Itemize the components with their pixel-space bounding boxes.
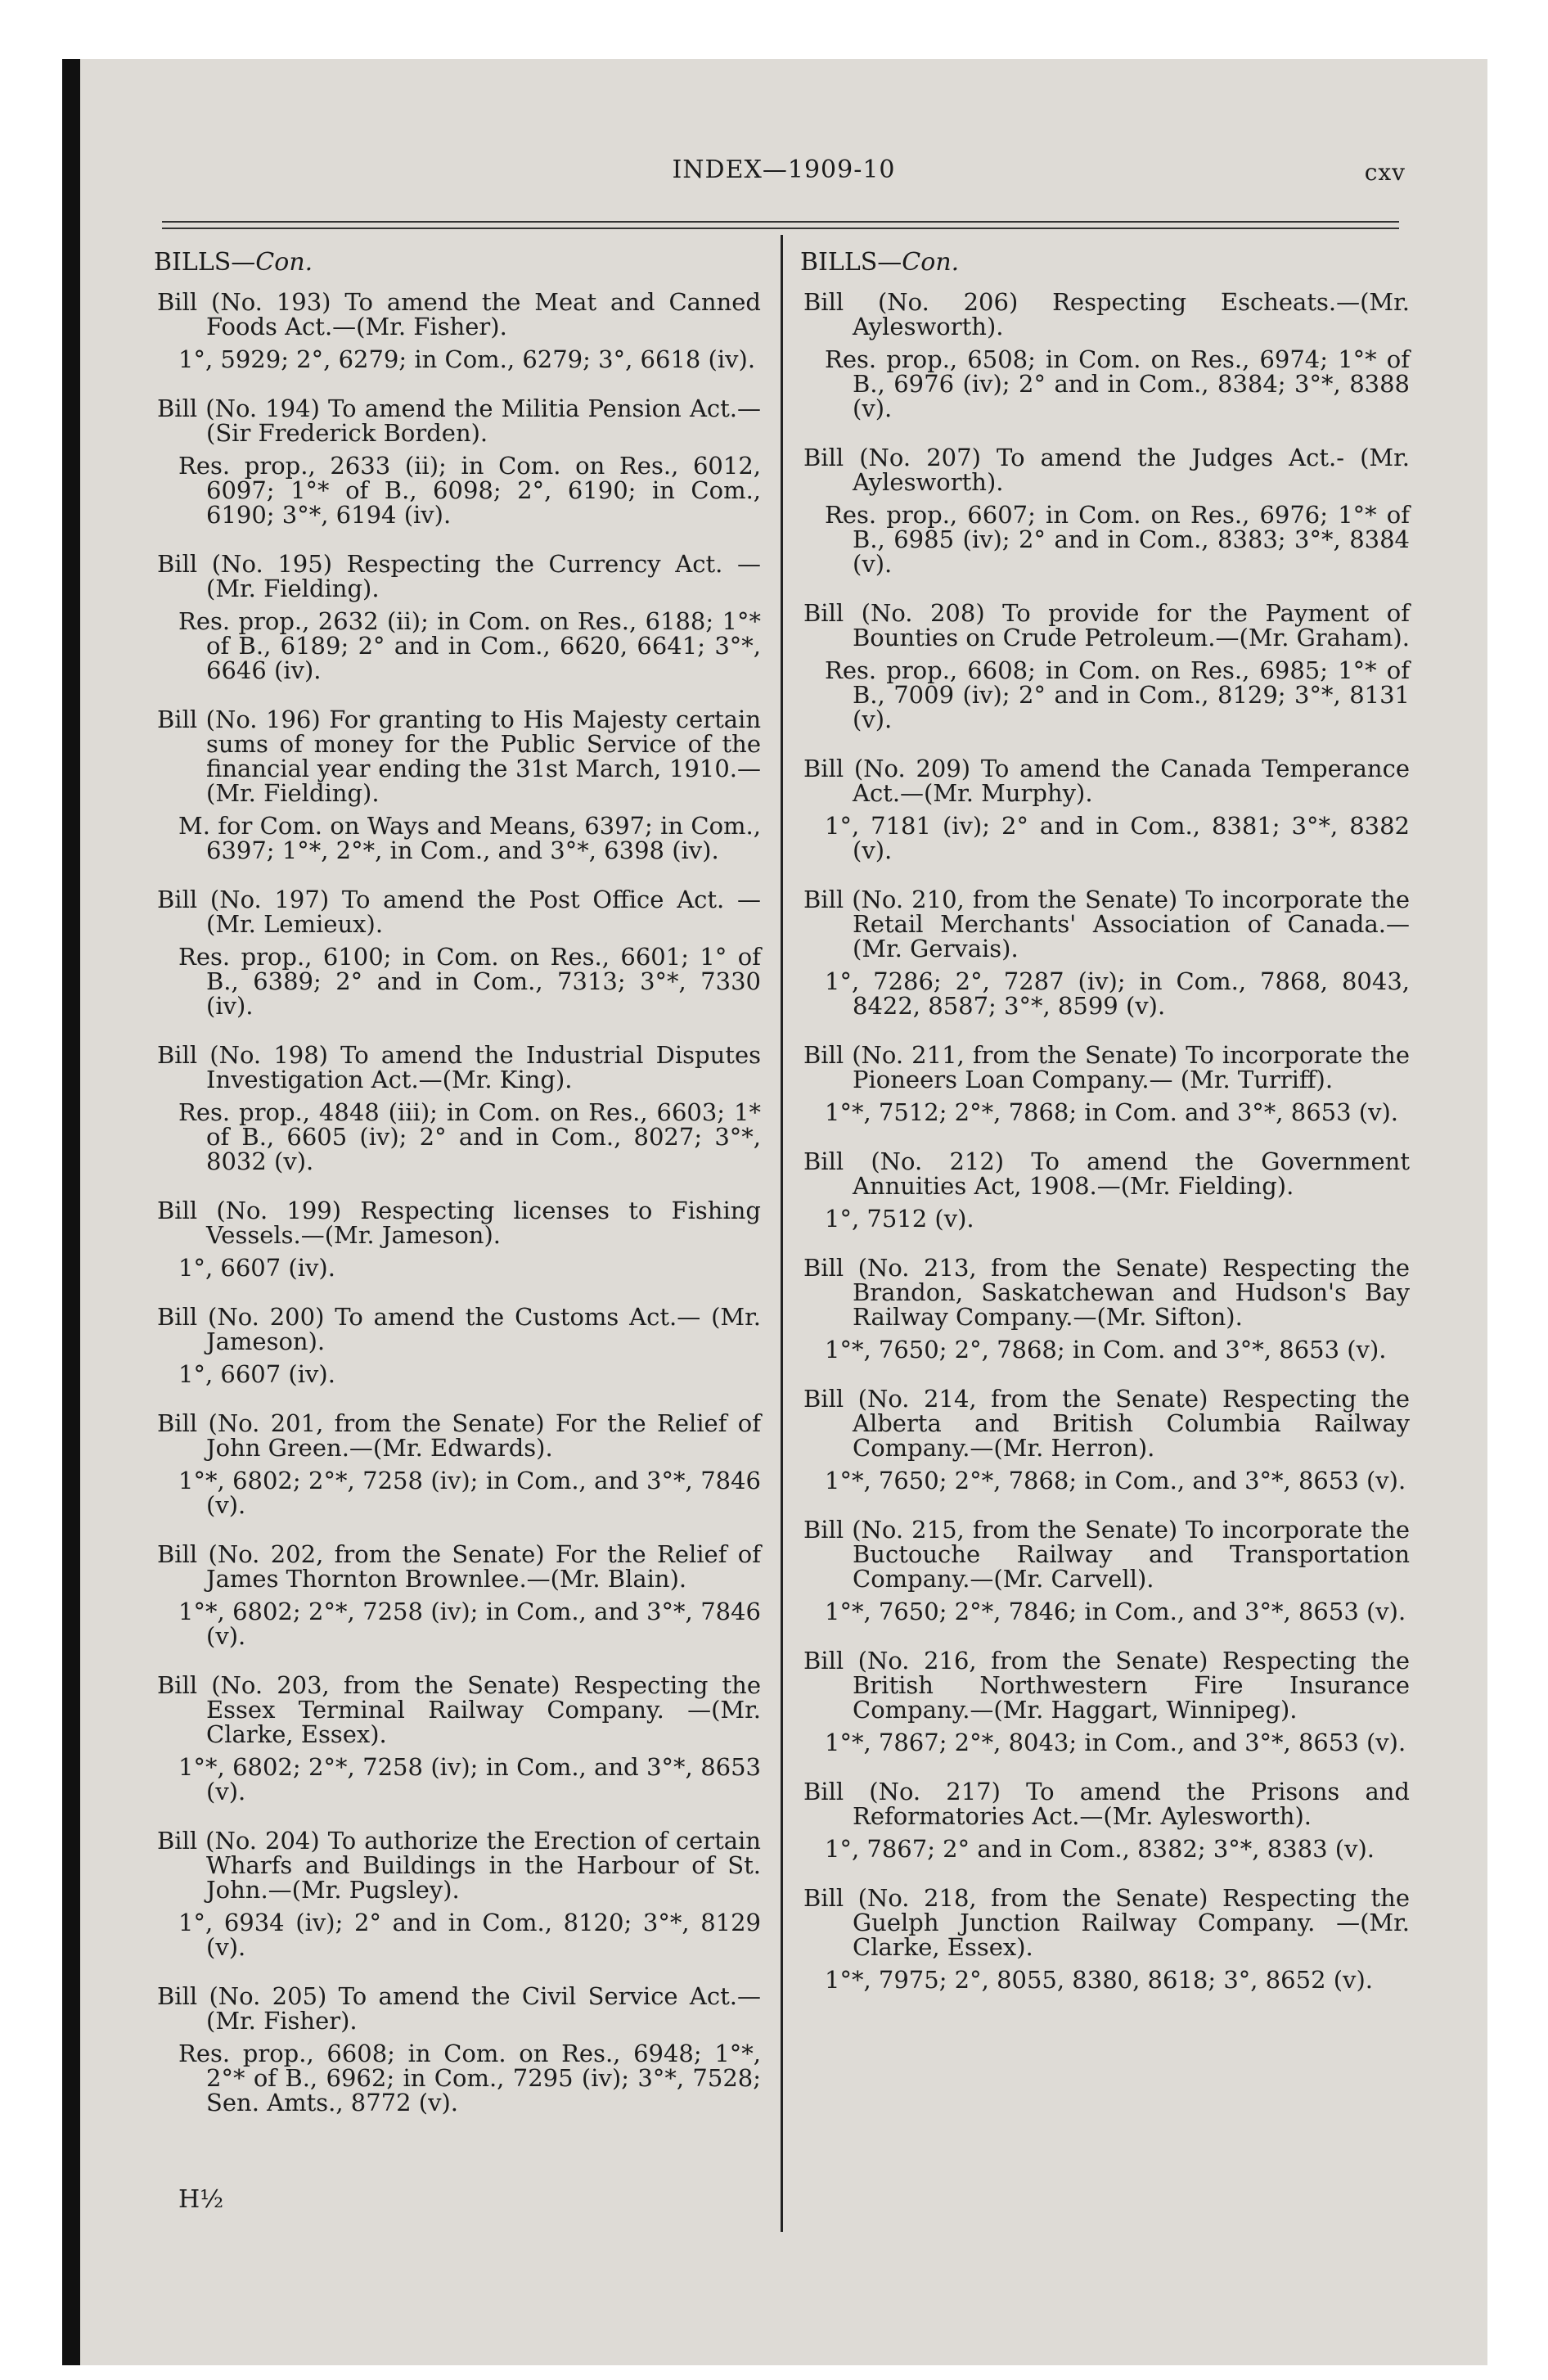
bill-proceedings: 1°, 6607 (iv). xyxy=(178,1254,335,1282)
bill-title: Bill (No. 204) To authorize the Erection of certain Wharfs and Buildings in the Harbour of St. John.—(Mr. Pugsley). xyxy=(157,1827,761,1904)
entry-list xyxy=(154,290,761,2115)
bill-entry xyxy=(154,552,761,683)
bill-title: Bill (No. 203, from the Senate) Respecting the Essex Terminal Railway Company. —(Mr. Clarke, Essex). xyxy=(157,1671,761,1748)
bill-entry xyxy=(154,1198,761,1280)
bill-title: Bill (No. 213, from the Senate) Respecting the Brandon, Saskatchewan and Hudson's Bay Railway Company.—(Mr. Sifton). xyxy=(803,1254,1410,1331)
bill-proceedings: 1°*, 7650; 2°, 7868; in Com. and 3°*, 8653 (v). xyxy=(825,1336,1387,1364)
bill-entry xyxy=(800,1517,1410,1624)
bill-title: Bill (No. 197) To amend the Post Office Act. —(Mr. Lemieux). xyxy=(157,886,761,938)
bill-entry xyxy=(800,1648,1410,1755)
bill-proceedings: 1°, 7286; 2°, 7287 (iv); in Com., 7868, 8043, 8422, 8587; 3°*, 8599 (v). xyxy=(825,967,1410,1020)
left-column xyxy=(154,250,761,2139)
bill-entry xyxy=(800,756,1410,863)
bill-proceedings: 1°*, 7650; 2°*, 7846; in Com., and 3°*, 8653 (v). xyxy=(825,1598,1406,1625)
bill-proceedings: Res. prop., 6608; in Com. on Res., 6948; 1°*, 2°* of B., 6962; in Com., 7295 (iv); 3°*, 7528; Sen. Amts., 8772 (v). xyxy=(178,2040,761,2116)
bill-title: Bill (No. 209) To amend the Canada Temperance Act.—(Mr. Murphy). xyxy=(803,755,1410,807)
bill-entry xyxy=(154,1305,761,1386)
bill-title: Bill (No. 212) To amend the Government Annuities Act, 1908.—(Mr. Fielding). xyxy=(803,1147,1410,1200)
bill-title: Bill (No. 196) For granting to His Majesty certain sums of money for the Public Service of the financial year ending the 31st March, 1910.—(Mr. Fielding). xyxy=(157,705,761,807)
bill-entry xyxy=(154,290,761,372)
bill-title: Bill (No. 216, from the Senate) Respecting the British Northwestern Fire Insurance Company.—(Mr. Haggart, Winnipeg). xyxy=(803,1647,1410,1724)
bill-proceedings: 1°*, 7975; 2°, 8055, 8380, 8618; 3°, 8652 (v). xyxy=(825,1966,1373,1994)
page-margin xyxy=(0,0,62,2380)
bill-proceedings: 1°, 7181 (iv); 2° and in Com., 8381; 3°*, 8382 (v). xyxy=(825,812,1410,864)
bill-entry xyxy=(800,1149,1410,1231)
header-rule-top xyxy=(162,221,1399,223)
bill-title: Bill (No. 218, from the Senate) Respecting the Guelph Junction Railway Company. —(Mr. Clarke, Essex). xyxy=(803,1884,1410,1961)
bill-proceedings: Res. prop., 6508; in Com. on Res., 6974; 1°* of B., 6976 (iv); 2° and in Com., 8384; 3°*, 8388 (v). xyxy=(825,345,1410,422)
bill-entry xyxy=(800,1255,1410,1362)
bill-title: Bill (No. 199) Respecting licenses to Fishing Vessels.—(Mr. Jameson). xyxy=(157,1197,761,1249)
bill-proceedings: 1°, 6934 (iv); 2° and in Com., 8120; 3°*, 8129 (v). xyxy=(178,1909,761,1961)
header-rule-bottom xyxy=(162,228,1399,229)
bill-title: Bill (No. 194) To amend the Militia Pension Act.—(Sir Frederick Borden). xyxy=(157,394,761,447)
index-page xyxy=(80,59,1487,2365)
bill-proceedings: 1°, 5929; 2°, 6279; in Com., 6279; 3°, 6618 (iv). xyxy=(178,345,756,373)
page-title: INDEX—1909-10 xyxy=(672,156,896,184)
bill-entry xyxy=(800,445,1410,576)
bill-proceedings: 1°*, 6802; 2°*, 7258 (iv); in Com., and 3°*, 7846 (v). xyxy=(178,1467,761,1519)
bill-proceedings: 1°*, 7867; 2°*, 8043; in Com., and 3°*, 8653 (v). xyxy=(825,1729,1406,1756)
bill-entry xyxy=(800,1779,1410,1861)
bill-title: Bill (No. 215, from the Senate) To incorporate the Buctouche Railway and Transportation Company.—(Mr. Carvell). xyxy=(803,1516,1410,1593)
entry-list xyxy=(800,290,1410,1992)
bill-title: Bill (No. 206) Respecting Escheats.—(Mr. Aylesworth). xyxy=(803,288,1410,340)
bill-title: Bill (No. 208) To provide for the Payment of Bounties on Crude Petroleum.—(Mr. Graham). xyxy=(803,599,1410,651)
bill-title: Bill (No. 207) To amend the Judges Act.- (Mr. Aylesworth). xyxy=(803,444,1410,496)
bill-proceedings: 1°, 7867; 2° and in Com., 8382; 3°*, 8383 (v). xyxy=(825,1835,1375,1863)
bill-entry xyxy=(800,1386,1410,1493)
bill-proceedings: 1°, 6607 (iv). xyxy=(178,1360,335,1388)
signature-mark: H½ xyxy=(178,2185,224,2214)
bill-entry xyxy=(154,1411,761,1517)
bill-proceedings: Res. prop., 2632 (ii); in Com. on Res., 6188; 1°* of B., 6189; 2° and in Com., 6620, 6641; 3°*, 6646 (iv). xyxy=(178,607,761,684)
bill-entry xyxy=(154,707,761,863)
bill-proceedings: 1°, 7512 (v). xyxy=(825,1205,974,1233)
bill-entry xyxy=(154,1828,761,1959)
bill-title: Bill (No. 205) To amend the Civil Service Act.—(Mr. Fisher). xyxy=(157,1982,761,2035)
page-number: cxv xyxy=(1364,159,1406,186)
bill-entry xyxy=(154,1673,761,1804)
bill-entry xyxy=(800,601,1410,732)
bill-proceedings: Res. prop., 2633 (ii); in Com. on Res., 6012, 6097; 1°* of B., 6098; 2°, 6190; in Com., 6190; 3°*, 6194 (iv). xyxy=(178,452,761,529)
bill-proceedings: 1°*, 7650; 2°*, 7868; in Com., and 3°*, 8653 (v). xyxy=(825,1467,1406,1494)
section-heading: BILLS—Con. xyxy=(154,248,313,277)
bill-proceedings: Res. prop., 4848 (iii); in Com. on Res., 6603; 1* of B., 6605 (iv); 2° and in Com., 8027; 3°*, 8032 (v). xyxy=(178,1098,761,1175)
bill-proceedings: 1°*, 7512; 2°*, 7868; in Com. and 3°*, 8653 (v). xyxy=(825,1098,1398,1126)
bill-proceedings: Res. prop., 6100; in Com. on Res., 6601; 1° of B., 6389; 2° and in Com., 7313; 3°*, 7330 (iv). xyxy=(178,943,761,1020)
bill-proceedings: Res. prop., 6607; in Com. on Res., 6976; 1°* of B., 6985 (iv); 2° and in Com., 8383; 3°*, 8384 (v). xyxy=(825,501,1410,578)
bill-title: Bill (No. 193) To amend the Meat and Canned Foods Act.—(Mr. Fisher). xyxy=(157,288,761,340)
bill-proceedings: 1°*, 6802; 2°*, 7258 (iv); in Com., and 3°*, 7846 (v). xyxy=(178,1598,761,1650)
bill-entry xyxy=(800,1886,1410,1992)
column-divider xyxy=(781,235,783,2232)
bill-entry xyxy=(154,1043,761,1174)
bill-entry xyxy=(154,396,761,527)
bill-title: Bill (No. 201, from the Senate) For the Relief of John Green.—(Mr. Edwards). xyxy=(157,1409,761,1462)
bill-title: Bill (No. 195) Respecting the Currency Act. —(Mr. Fielding). xyxy=(157,550,761,602)
bill-entry xyxy=(800,1043,1410,1125)
bill-entry xyxy=(800,887,1410,1018)
bill-title: Bill (No. 198) To amend the Industrial Disputes Investigation Act.—(Mr. King). xyxy=(157,1041,761,1093)
bill-title: Bill (No. 200) To amend the Customs Act.— (Mr. Jameson). xyxy=(157,1303,761,1355)
bill-proceedings: 1°*, 6802; 2°*, 7258 (iv); in Com., and 3°*, 8653 (v). xyxy=(178,1753,761,1805)
bill-entry xyxy=(154,1984,761,2115)
bill-entry xyxy=(154,1542,761,1648)
bill-title: Bill (No. 210, from the Senate) To incorporate the Retail Merchants' Association of Canada.—(Mr. Gervais). xyxy=(803,886,1410,962)
scan-edge-bar xyxy=(62,59,80,2365)
right-column xyxy=(800,250,1410,2017)
bill-entry xyxy=(154,887,761,1018)
bill-title: Bill (No. 214, from the Senate) Respecting the Alberta and British Columbia Railway Company.—(Mr. Herron). xyxy=(803,1385,1410,1462)
bill-proceedings: Res. prop., 6608; in Com. on Res., 6985; 1°* of B., 7009 (iv); 2° and in Com., 8129; 3°*, 8131 (v). xyxy=(825,656,1410,733)
bill-title: Bill (No. 202, from the Senate) For the Relief of James Thornton Brownlee.—(Mr. Blain). xyxy=(157,1540,761,1593)
bill-proceedings: M. for Com. on Ways and Means, 6397; in Com., 6397; 1°*, 2°*, in Com., and 3°*, 6398 (iv). xyxy=(178,812,761,864)
section-heading: BILLS—Con. xyxy=(800,248,960,277)
bill-entry xyxy=(800,290,1410,421)
bill-title: Bill (No. 211, from the Senate) To incorporate the Pioneers Loan Company.— (Mr. Turriff). xyxy=(803,1041,1410,1093)
bill-title: Bill (No. 217) To amend the Prisons and Reformatories Act.—(Mr. Aylesworth). xyxy=(803,1778,1410,1830)
